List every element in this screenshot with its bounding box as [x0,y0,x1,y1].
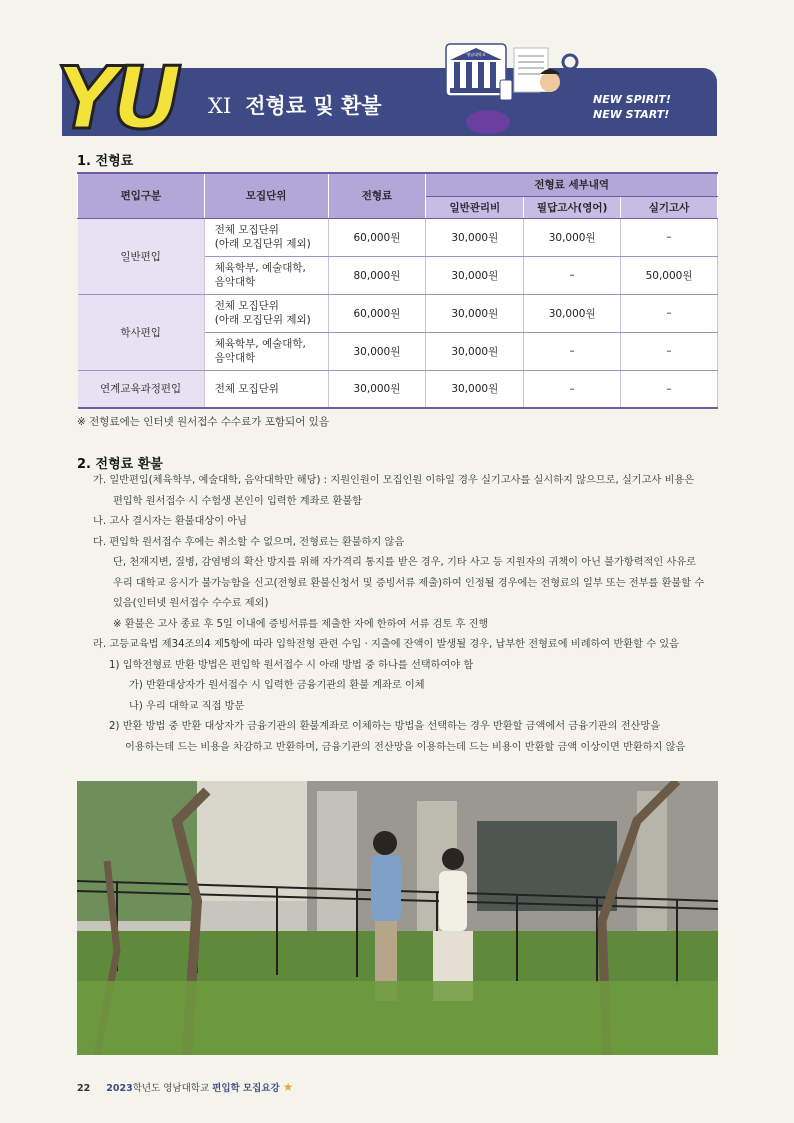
written-cell: 30,000원 [524,218,621,256]
refund-subsubitem: 나) 우리 대학교 직접 방문 [129,700,245,712]
chapter-number: XI [208,94,232,118]
unit-cell [204,332,328,370]
chapter-title [208,90,382,120]
chapter-title-text: 전형료 및 환불 [245,94,382,118]
unit-line: 전체 모집단위 [214,224,279,236]
table-row [78,294,718,332]
written-cell: – [524,256,621,294]
category-cell: 일반편입 [78,218,205,294]
slogan-line-1: NEW SPIRIT! [593,93,671,106]
refund-subitem: 1) 입학전형료 반환 방법은 편입학 원서접수 시 아래 방법 중 하나를 선택하여야 함 [109,659,474,671]
written-cell: – [524,332,621,370]
campus-photo [77,781,718,1055]
fee-note: ※ 전형료에는 인터넷 원서접수 수수료가 포함되어 있음 [77,416,329,428]
refund-subitem: 2) 반환 방법 중 반환 대상자가 금융기관의 환불계좌로 이체하는 방법을 선택하는 경우 반환할 금액에서 금융기관의 전산망을 [109,721,661,732]
page-number: 22 [77,1083,91,1094]
admin-cell: 30,000원 [426,218,524,256]
fee-cell: 30,000원 [328,370,426,408]
section-2-title: 2. 전형료 환불 [77,457,163,472]
admin-cell: 30,000원 [426,294,524,332]
fee-cell: 80,000원 [328,256,426,294]
refund-subsubitem: 가) 반환대상자가 원서접수 시 입력한 금융기관의 환불 계좌로 이체 [129,680,425,691]
category-cell: 학사편입 [78,294,205,370]
unit-line: 음악대학 [214,352,256,364]
refund-item-cont: 편입학 원서접수 시 수험생 본인이 입력한 계좌로 환불함 [113,495,363,507]
admin-cell: 30,000원 [426,370,524,408]
svg-text:YU: YU [56,56,177,136]
footer-year: 2023 [106,1083,133,1094]
unit-cell [204,256,328,294]
header-written: 필답고사(영어) [524,196,621,218]
refund-item-cont: 우리 대학교 응시가 불가능함을 신고(전형료 환불신청서 및 증빙서류 제출)하여 인정될 경우에는 전형료의 일부 또는 전부를 환불할 수 [113,577,705,589]
unit-line: (아래 모집단위 제외) [214,238,311,250]
practical-cell: – [621,370,718,408]
section-1-title: 1. 전형료 [77,154,134,169]
refund-list [93,471,723,758]
fee-cell: 30,000원 [328,332,426,370]
admin-cell: 30,000원 [426,332,524,370]
refund-item: 가. 일반편입(체육학부, 예술대학, 음악대학만 해당) : 지원인원이 모집인원 이하일 경우 실기고사를 실시하지 않으므로, 실기고사 비용은 [93,475,695,486]
fee-table [77,172,718,409]
refund-item-cont: 단, 천재지변, 질병, 감염병의 확산 방지를 위해 자가격리 통지를 받은 경우, 기타 사고 등 지원자의 귀책이 아닌 불가항력적인 사유로 [113,557,696,568]
refund-item: 다. 편입학 원서접수 후에는 취소할 수 없으며, 전형료는 환불하지 않음 [93,536,405,548]
unit-cell [204,294,328,332]
fee-cell: 60,000원 [328,218,426,256]
illust-sign-text: 영남대학교 [466,52,486,57]
practical-cell: – [621,294,718,332]
refund-subitem-cont: 이용하는데 드는 비용을 차감하고 반환하며, 금융기관의 전산망을 이용하는데 드는 비용이 반환할 금액 이상이면 반환하지 않음 [125,741,686,753]
footer-doc-name: 편입학 모집요강 [212,1083,280,1094]
unit-line: 음악대학 [214,276,256,288]
practical-cell: 50,000원 [621,256,718,294]
written-cell: – [524,370,621,408]
fee-cell: 60,000원 [328,294,426,332]
header-practical: 실기고사 [621,196,718,218]
unit-line: 전체 모집단위 [214,300,279,312]
university-illustration [440,36,590,136]
practical-cell: – [621,332,718,370]
header-category: 편입구분 [78,173,205,218]
refund-item: 라. 고등교육법 제34조의4 제5항에 따라 입학전형 관련 수입 · 지출에 잔액이 발생될 경우, 납부한 전형료에 비례하여 반환할 수 있음 [93,639,679,650]
practical-cell: – [621,218,718,256]
page-footer [77,1080,294,1094]
table-row [78,370,718,408]
refund-item: 나. 고사 결시자는 환불대상이 아님 [93,516,247,527]
header-unit: 모집단위 [204,173,328,218]
slogan-line-2: NEW START! [593,108,670,121]
unit-line: 체육학부, 예술대학, [214,262,306,274]
unit-cell: 전체 모집단위 [204,370,328,408]
header-fee: 전형료 [328,173,426,218]
header-detail: 전형료 세부내역 [426,173,718,196]
unit-line: 체육학부, 예술대학, [214,338,306,350]
written-cell: 30,000원 [524,294,621,332]
unit-cell [204,218,328,256]
table-row [78,218,718,256]
unit-line: (아래 모집단위 제외) [214,314,311,326]
slogan [593,92,671,122]
footer-university: 학년도 영남대학교 [132,1083,210,1094]
header-admin: 일반관리비 [426,196,524,218]
admin-cell: 30,000원 [426,256,524,294]
yu-logo [52,56,192,136]
refund-note: ※ 환불은 고사 종료 후 5일 이내에 증빙서류를 제출한 자에 한하여 서류 검토 후 진행 [113,618,489,630]
category-cell: 연계교육과정편입 [78,370,205,408]
star-icon: ★ [282,1080,294,1094]
refund-item-cont: 있음(인터넷 원서접수 수수료 제외) [113,598,269,609]
